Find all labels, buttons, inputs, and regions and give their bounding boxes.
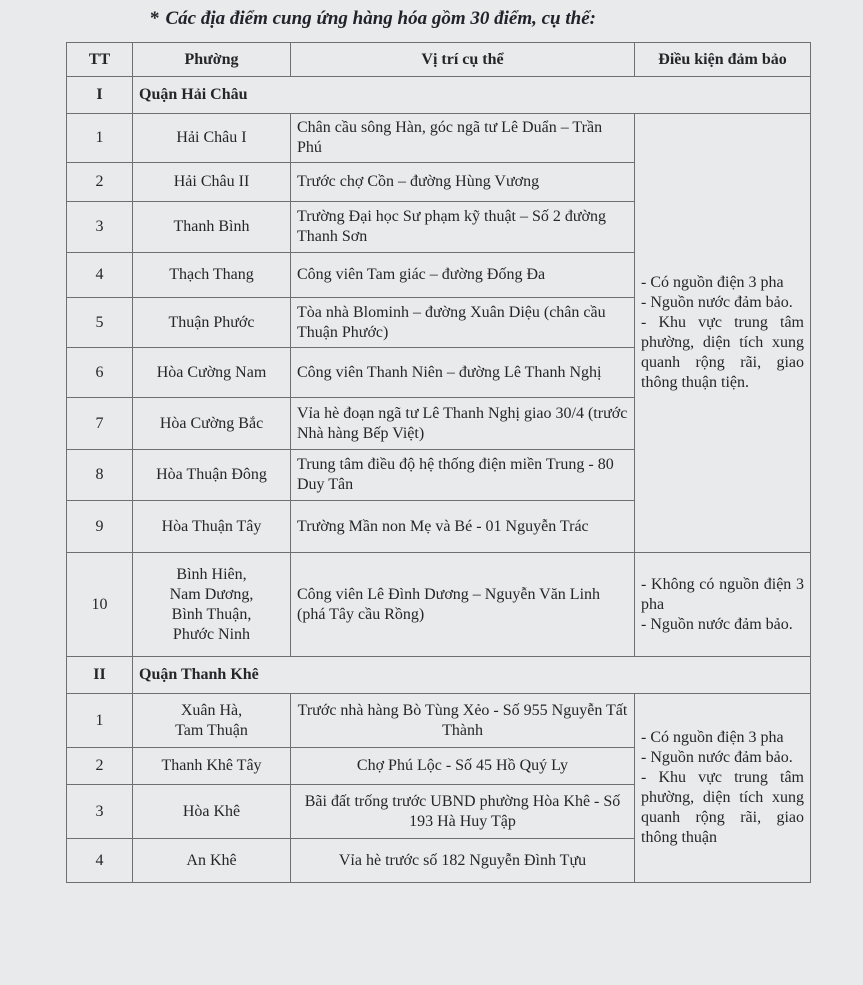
- row-number: 1: [67, 694, 133, 748]
- row-location: Trường Mần non Mẹ và Bé - 01 Nguyễn Trác: [291, 501, 635, 553]
- row-ward-group: [133, 694, 291, 748]
- section-number: I: [67, 77, 133, 114]
- ward-name: Bình Hiên,: [176, 565, 247, 583]
- row-number: 4: [67, 839, 133, 883]
- table-row: [67, 114, 811, 163]
- conditions-cell-row10: [635, 553, 811, 657]
- row-ward: Thạch Thang: [133, 253, 291, 298]
- row-number: 2: [67, 163, 133, 202]
- row-location: Công viên Thanh Niên – đường Lê Thanh Nghị: [291, 348, 635, 398]
- row-number: 3: [67, 785, 133, 839]
- row-location: Chợ Phú Lộc - Số 45 Hồ Quý Ly: [291, 748, 635, 785]
- row-location: Vỉa hè đoạn ngã tư Lê Thanh Nghị giao 30/4 (trước Nhà hàng Bếp Việt): [291, 398, 635, 450]
- condition-line: - Nguồn nước đảm bảo.: [641, 615, 793, 633]
- row-ward: Hải Châu II: [133, 163, 291, 202]
- supply-points-table: [66, 42, 811, 883]
- row-location: Tòa nhà Blominh – đường Xuân Diệu (chân cầu Thuận Phước): [291, 298, 635, 348]
- row-number: 2: [67, 748, 133, 785]
- heading-text: Các địa điểm cung ứng hàng hóa gồm 30 điểm, cụ thể:: [165, 8, 596, 29]
- row-location: Công viên Tam giác – đường Đống Đa: [291, 253, 635, 298]
- row-number: 6: [67, 348, 133, 398]
- condition-line: - Khu vực trung tâm phường, diện tích xung quanh rộng rãi, giao thông thuận tiện.: [641, 314, 804, 391]
- row-ward-group: [133, 553, 291, 657]
- condition-line: - Nguồn nước đảm bảo.: [641, 749, 793, 766]
- condition-line: - Khu vực trung tâm phường, diện tích xung quanh rộng rãi, giao thông thuận: [641, 769, 804, 846]
- row-ward: An Khê: [133, 839, 291, 883]
- row-number: 5: [67, 298, 133, 348]
- row-ward: Thuận Phước: [133, 298, 291, 348]
- row-number: 4: [67, 253, 133, 298]
- heading-star: *: [150, 8, 160, 29]
- row-location: Vỉa hè trước số 182 Nguyễn Đình Tựu: [291, 839, 635, 883]
- section-name: Quận Hải Châu: [133, 77, 811, 114]
- row-ward: Thanh Bình: [133, 202, 291, 253]
- row-number: 3: [67, 202, 133, 253]
- ward-name: Tam Thuận: [175, 721, 248, 739]
- section-name: Quận Thanh Khê: [133, 657, 811, 694]
- header-tt: TT: [67, 43, 133, 77]
- row-location: Trường Đại học Sư phạm kỹ thuật – Số 2 đường Thanh Sơn: [291, 202, 635, 253]
- row-ward: Hòa Cường Nam: [133, 348, 291, 398]
- row-location: Trung tâm điều độ hệ thống điện miền Trung - 80 Duy Tân: [291, 450, 635, 501]
- row-location: Trước chợ Cồn – đường Hùng Vương: [291, 163, 635, 202]
- ward-name: Phước Ninh: [172, 625, 251, 643]
- row-location: Bãi đất trống trước UBND phường Hòa Khê - Số 193 Hà Huy Tập: [291, 785, 635, 839]
- ward-name: Nam Dương,: [169, 585, 254, 603]
- table-header-row: [67, 43, 811, 77]
- row-ward: Hải Châu I: [133, 114, 291, 163]
- section-number: II: [67, 657, 133, 694]
- table-row: [67, 553, 811, 657]
- conditions-cell-hai-chau: [635, 114, 811, 553]
- ward-name: Xuân Hà,: [180, 701, 243, 719]
- row-number: 7: [67, 398, 133, 450]
- row-ward: Hòa Thuận Đông: [133, 450, 291, 501]
- section-row-hai-chau: [67, 77, 811, 114]
- row-number: 8: [67, 450, 133, 501]
- row-number: 1: [67, 114, 133, 163]
- row-ward: Hòa Cường Bắc: [133, 398, 291, 450]
- row-ward: Hòa Thuận Tây: [133, 501, 291, 553]
- header-location: Vị trí cụ thể: [291, 43, 635, 77]
- document-heading: [150, 8, 596, 30]
- row-location: Chân cầu sông Hàn, góc ngã tư Lê Duẩn – Trần Phú: [291, 114, 635, 163]
- condition-line: - Nguồn nước đảm bảo.: [641, 294, 793, 311]
- header-conditions: Điều kiện đảm bảo: [635, 43, 811, 77]
- row-location: Trước nhà hàng Bò Tùng Xẻo - Số 955 Nguyễn Tất Thành: [291, 694, 635, 748]
- condition-line: - Có nguồn điện 3 pha: [641, 729, 784, 746]
- section-row-thanh-khe: [67, 657, 811, 694]
- table-row: [67, 694, 811, 748]
- ward-name: Bình Thuận,: [171, 605, 252, 623]
- condition-line: - Không có nguồn điện 3 pha: [641, 575, 804, 613]
- row-number: 10: [67, 553, 133, 657]
- conditions-cell-thanh-khe: [635, 694, 811, 883]
- row-number: 9: [67, 501, 133, 553]
- row-ward: Thanh Khê Tây: [133, 748, 291, 785]
- header-ward: Phường: [133, 43, 291, 77]
- condition-line: - Có nguồn điện 3 pha: [641, 274, 784, 291]
- row-location: Công viên Lê Đình Dương – Nguyễn Văn Linh (phá Tây cầu Rồng): [291, 553, 635, 657]
- row-ward: Hòa Khê: [133, 785, 291, 839]
